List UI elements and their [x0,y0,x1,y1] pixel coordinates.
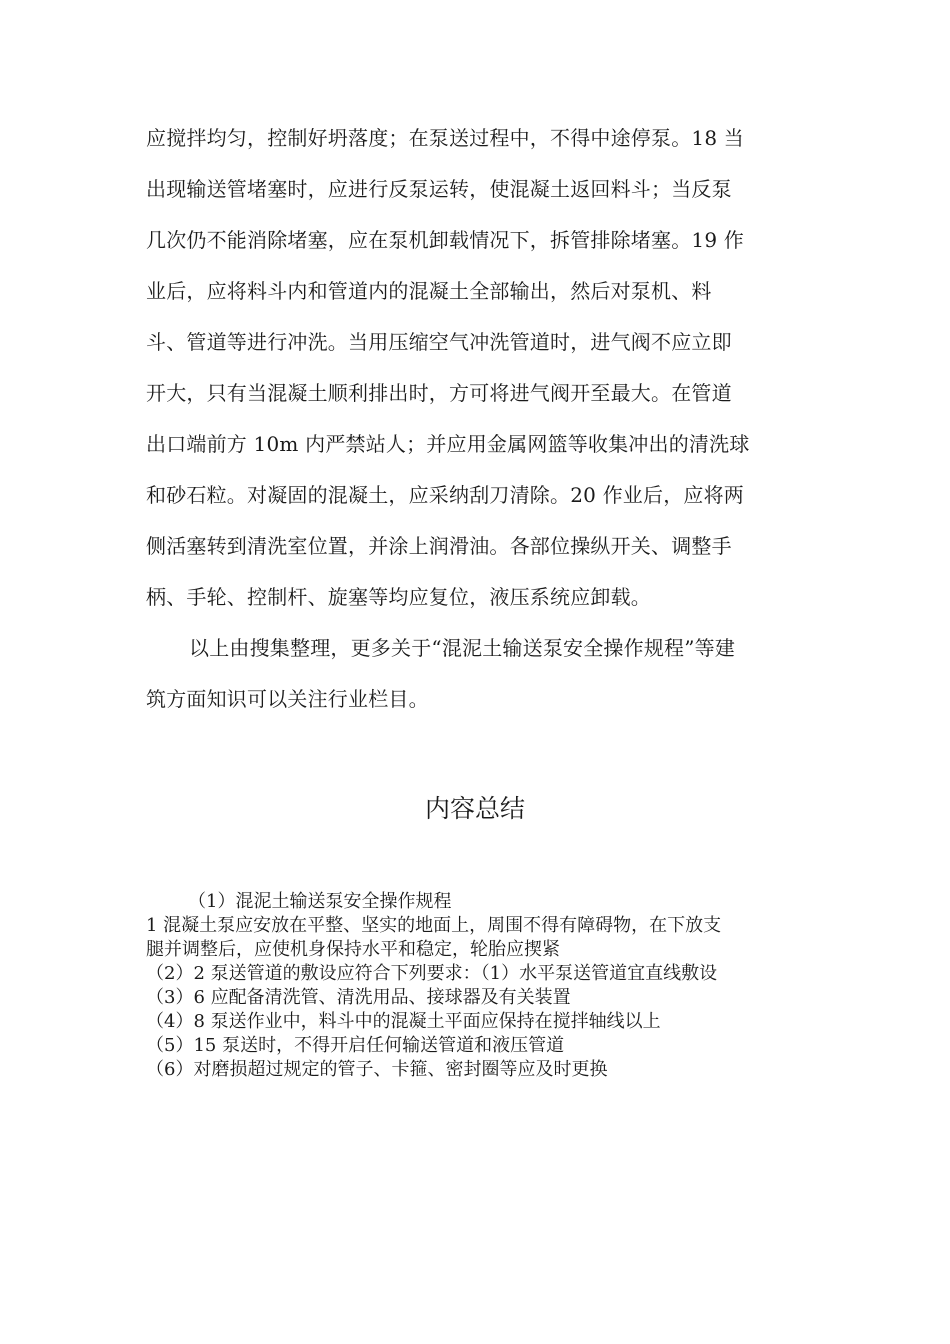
summary-item: （6）对磨损超过规定的管子、卡箍、密封圈等应及时更换 [146,1059,608,1080]
body-text-line: 筑方面知识可以关注行业栏目。 [146,687,429,711]
body-text-line: 业后，应将料斗内和管道内的混凝土全部输出，然后对泵机、料 [146,279,712,303]
summary-item: （4）8 泵送作业中，料斗中的混凝土平面应保持在搅拌轴线以上 [146,1011,661,1032]
body-text-line: 斗、管道等进行冲洗。当用压缩空气冲洗管道时，进气阀不应立即 [146,330,732,354]
body-text-line: 以上由搜集整理，更多关于“混泥土输送泵安全操作规程”等建 [189,636,736,660]
summary-item: 腿并调整后，应使机身保持水平和稳定，轮胎应揳紧 [146,939,560,960]
body-text-line: 几次仍不能消除堵塞，应在泵机卸载情况下，拆管排除堵塞。19 作 [146,228,745,252]
body-text-line: 开大，只有当混凝土顺利排出时，方可将进气阀开至最大。在管道 [146,381,732,405]
summary-item: （3）6 应配备清洗管、清洗用品、接球器及有关装置 [146,987,571,1008]
body-text-line: 出现输送管堵塞时，应进行反泵运转，使混凝土返回料斗；当反泵 [146,177,732,201]
summary-item: （2）2 泵送管道的敷设应符合下列要求：（1）水平泵送管道宜直线敷设 [146,963,718,984]
body-text-line: 柄、手轮、控制杆、旋塞等均应复位，液压系统应卸载。 [146,585,651,609]
body-text-line: 侧活塞转到清洗室位置，并涂上润滑油。各部位操纵开关、调整手 [146,534,732,558]
summary-title: 内容总结 [424,794,525,823]
body-text-line: 出口端前方 10m 内严禁站人；并应用金属网篮等收集冲出的清洗球 [146,432,750,456]
summary-item: （5）15 泵送时，不得开启任何输送管道和液压管道 [146,1035,565,1056]
body-text-line: 和砂石粒。对凝固的混凝土，应采纳刮刀清除。20 作业后，应将两 [146,483,745,507]
summary-item: 1 混凝土泵应安放在平整、坚实的地面上，周围不得有障碍物，在下放支 [146,915,722,936]
body-text-line: 应搅拌均匀，控制好坍落度；在泵送过程中，不得中途停泵。18 当 [146,126,745,150]
summary-item: （1）混泥土输送泵安全操作规程 [188,891,452,912]
